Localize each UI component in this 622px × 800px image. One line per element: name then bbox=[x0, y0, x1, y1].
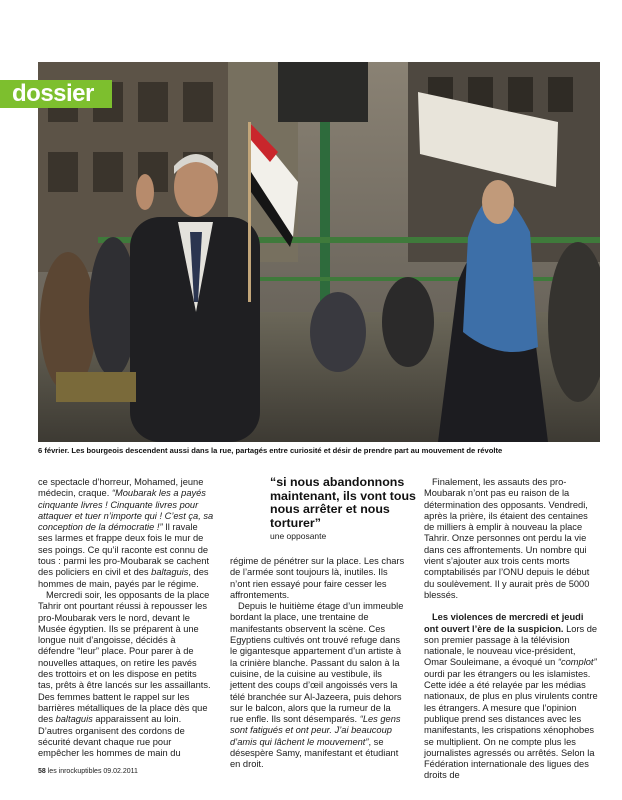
paragraph: Finalement, les assauts des pro-Moubarak n’ont pas eu raison de la détermination des opposants. Vendredi, après la prière, ils étaient des centaines de milliers à emplir à nouveau la place Tahrir. Onze personnes ont perdu la vie dans ces affrontements. Un nombre qui vient s’ajouter aux trois cents morts comptabilisés par l’ONU depuis le début du soulèvement. Il y aurait près de 5000 blessés. bbox=[424, 477, 590, 600]
news-photo bbox=[38, 62, 600, 442]
article-column-3 bbox=[424, 477, 600, 782]
pull-quote bbox=[270, 476, 420, 541]
paragraph: Les violences de mercredi et jeudi ont ouvert l’ère de la suspicion. Lors de son premier passage à la télévision nationale, le nouveau vice-président, Omar Souleimane, a évoqué un “complot” ourdi par les étrangers ou les islamistes. Cette idée a été relayée par les médias nationaux, de plus en plus virulents contre les étrangers. A mesure que l’opinion publique prend ses distances avec les manifestants, les crispations xénophobes se multiplient. On ne compte plus les journalistes agressés ou arrêtés. Selon la Fédération internationale des ligues des droits de bbox=[424, 612, 598, 781]
article-column-1 bbox=[38, 477, 214, 759]
issue-date: 09.02.2011 bbox=[103, 768, 138, 775]
paragraph: régime de pénétrer sur la place. Les chars de l’armée sont toujours là, inutiles. Ils n’ont rien essayé pour faire cesser les affrontements. bbox=[230, 556, 405, 600]
pull-quote-text: “si nous abandonnons maintenant, ils vont tous nous arrêter et nous torturer” bbox=[270, 475, 416, 530]
article-column-2 bbox=[230, 556, 406, 771]
photo-caption: 6 février. Les bourgeois descendent aussi dans la rue, partagés entre curiosité et désir de prendre part au mouvement de révolte bbox=[38, 446, 503, 455]
section-tag: dossier bbox=[0, 80, 112, 108]
publication-name: les inrockuptibles bbox=[47, 768, 102, 775]
paragraph: Depuis le huitième étage d’un immeuble bordant la place, une trentaine de manifestants observent la scène. Ces Egyptiens cultivés ont trouvé refuge dans le gigantesque appartement d’un artiste à la crinière blanche. Passant du salon à la cuisine, de la cuisine au vestibule, ils jettent des coups d’œil angoissés vers la télé branchée sur Al-Jazeera, puis dehors sur le balcon, alors que la rumeur de la rue enfle. Ils sont désemparés. “Les gens sont fatigués et ont peur. J’ai beaucoup d’amis qui lâchent le mouvement”, se désespère Samy, manifestant et étudiant en droit. bbox=[230, 601, 404, 770]
pull-quote-attribution: une opposante bbox=[270, 531, 327, 541]
page-number: 58 bbox=[38, 768, 46, 775]
paragraph: Mercredi soir, les opposants de la place Tahrir ont pourtant réussi à repousser les pro-Moubarak vers le nord, devant le Musée égyptien. Ils se préparent à une longue nuit d’angoisse, décidés à défendre “leur” place. Pour parer à de nouvelles attaques, on retire les pavés des trottoirs et on les dispose en petits tas, prêts à être lancés sur les assaillants. Des femmes battent le rappel sur les barrières métalliques de la place dès que des baltaguis apparaissent au loin. D’autres organisent des cordons de sécurité devant chaque rue pour empêcher les hommes de main du bbox=[38, 589, 211, 759]
paragraph: ce spectacle d’horreur, Mohamed, jeune médecin, craque. “Moubarak les a payés cinquante livres ! Cinquante livres pour attaquer et tuer n’importe qui ! C’est ça, sa conception de la démocratie !” Il ravale ses larmes et frappe deux fois le mur de ses poings. Ce qu’il raconte est connu de tous : parmi les pro-Moubarak se cachent des policiers en civil et des baltaguis, des hommes de main, payés par le régime. bbox=[38, 477, 214, 589]
page-footer bbox=[38, 768, 138, 775]
